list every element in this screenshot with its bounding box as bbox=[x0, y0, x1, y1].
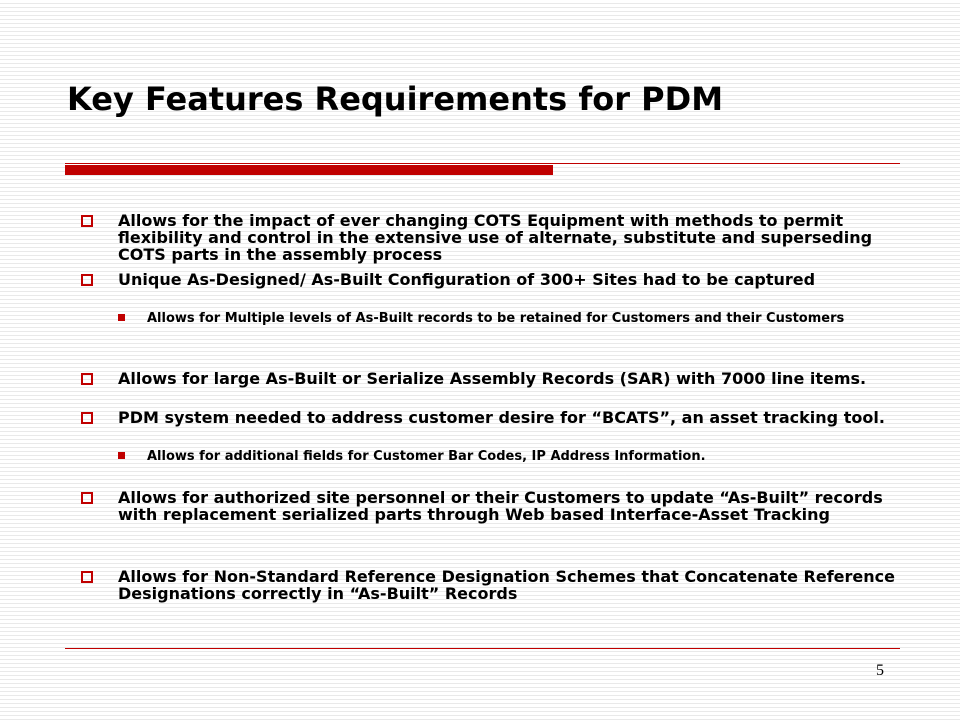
page-number: 5 bbox=[876, 662, 884, 679]
bullet-item bbox=[118, 568, 898, 602]
bullet-text: Allows for large As-Built or Serialize Assembly Records (SAR) with 7000 line items. bbox=[118, 369, 867, 388]
bullet-text: Allows for the impact of ever changing COTS Equipment with methods to permit flexibility and control in the extensive use of alternate, substitute and superseding COTS parts in the assembly process bbox=[118, 211, 873, 264]
hollow-square-icon bbox=[81, 571, 93, 583]
filled-square-icon bbox=[118, 314, 125, 321]
hollow-square-icon bbox=[81, 412, 93, 424]
sub-bullet-item bbox=[147, 311, 897, 326]
bullet-item bbox=[118, 489, 898, 523]
bullet-text: PDM system needed to address customer desire for “BCATS”, an asset tracking tool. bbox=[118, 408, 885, 427]
hollow-square-icon bbox=[81, 492, 93, 504]
bullet-item bbox=[118, 370, 898, 387]
sub-bullet-text: Allows for additional fields for Customer Bar Codes, IP Address Information. bbox=[147, 449, 706, 464]
hollow-square-icon bbox=[81, 215, 93, 227]
bullet-item bbox=[118, 409, 898, 426]
bullet-item bbox=[118, 212, 898, 263]
bullet-text: Allows for authorized site personnel or their Customers to update “As-Built” records with replacement serialized parts through Web based Interface-Asset Tracking bbox=[118, 488, 883, 524]
bullet-text: Unique As-Designed/ As-Built Configuration of 300+ Sites had to be captured bbox=[118, 270, 816, 289]
bullet-item bbox=[118, 271, 898, 288]
filled-square-icon bbox=[118, 452, 125, 459]
sub-bullet-item bbox=[147, 449, 897, 464]
hollow-square-icon bbox=[81, 373, 93, 385]
slide-title: Key Features Requirements for PDM bbox=[67, 80, 724, 118]
bullet-text: Allows for Non-Standard Reference Designation Schemes that Concatenate Reference Designations correctly in “As-Built” Records bbox=[118, 567, 895, 603]
hollow-square-icon bbox=[81, 274, 93, 286]
sub-bullet-text: Allows for Multiple levels of As-Built records to be retained for Customers and their Customers bbox=[147, 311, 845, 326]
footer-divider bbox=[65, 648, 900, 649]
